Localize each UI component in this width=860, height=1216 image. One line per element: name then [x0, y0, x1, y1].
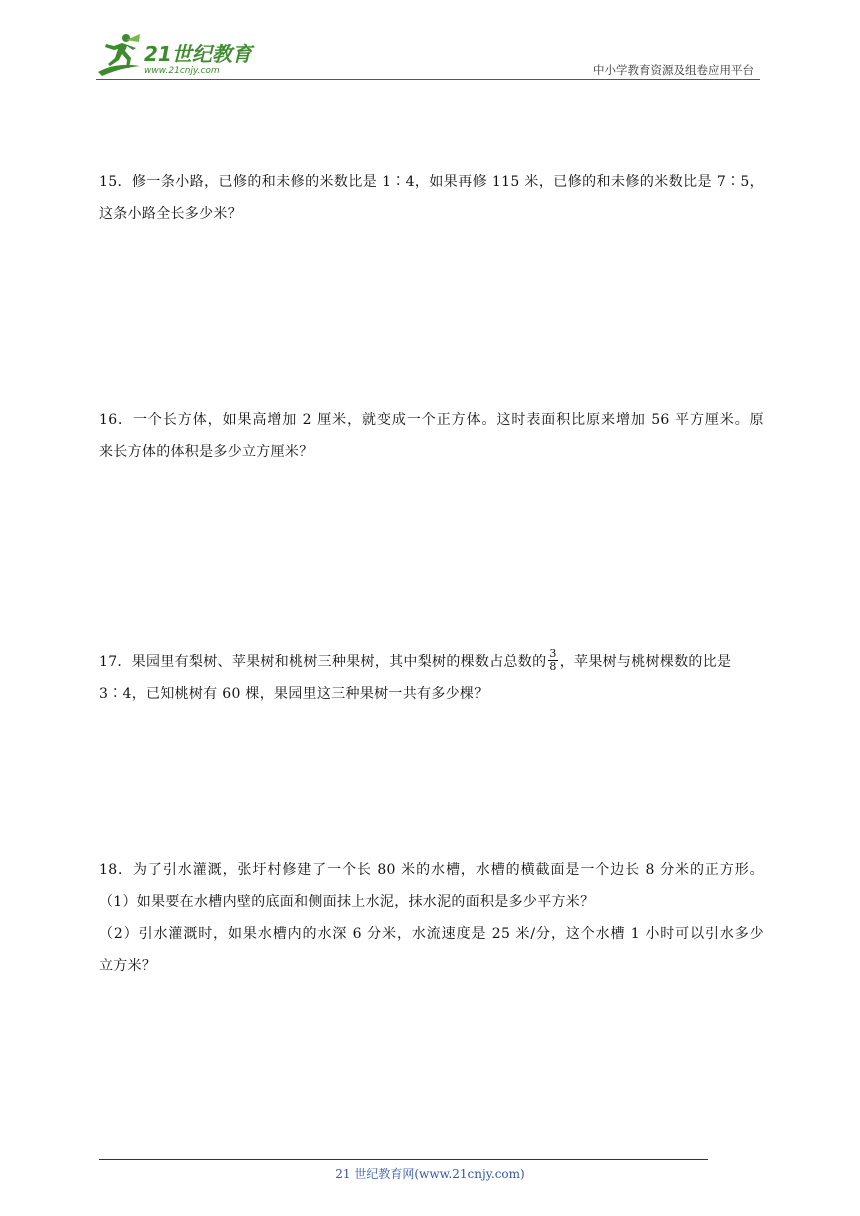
logo-text: [144, 43, 252, 76]
question-16-line-1: 16．一个长方体，如果高增加 2 厘米，就变成一个正方体。这时表面积比原来增加 56 平方厘米。原: [99, 412, 764, 428]
logo-url: www.21cnjy.com: [144, 66, 220, 76]
header-divider: [96, 79, 760, 80]
question-15: [99, 166, 764, 230]
question-15-line-1: 15．修一条小路，已修的和未修的米数比是 1∶4，如果再修 115 米，已修的和未修的米数比是 7∶5，: [99, 174, 764, 190]
runner-logo-icon: [96, 32, 142, 76]
question-16: [99, 404, 764, 468]
question-15-line-2: 这条小路全长多少米？: [99, 206, 242, 222]
question-17-text-b: ，苹果树与桃树棵数的比是: [559, 654, 732, 670]
question-18-sub-2-line-1: （2）引水灌溉时，如果水槽内的水深 6 分米，水流速度是 25 米/分，这个水槽 1 小时可以引水多少: [99, 926, 764, 942]
question-17: [99, 646, 764, 710]
fraction-numerator: 3: [549, 646, 557, 660]
logo-title: 21世纪教育: [144, 42, 252, 66]
footer-divider: [99, 1159, 708, 1160]
question-17-line-2: 3∶4，已知桃树有 60 棵，果园里这三种果树一共有多少棵？: [99, 686, 489, 702]
question-16-line-2: 来长方体的体积是多少立方厘米？: [99, 444, 314, 460]
question-18-line-1: 18．为了引水灌溉，张圩村修建了一个长 80 米的水槽，水槽的横截面是一个边长 8 分米的正方形。: [99, 862, 764, 878]
fraction-denominator: 8: [549, 659, 557, 673]
question-18: [99, 854, 764, 982]
fraction-three-eighths: [548, 648, 557, 673]
question-17-line-1: [99, 646, 764, 678]
question-17-text-a: 17．果园里有梨树、苹果树和桃树三种果树，其中梨树的棵数占总数的: [99, 654, 547, 670]
page-header: [96, 30, 760, 80]
footer-link[interactable]: 21 世纪教育网(www.21cnjy.com): [335, 1167, 525, 1181]
question-18-sub-2-line-2: 立方米？: [99, 958, 157, 974]
question-18-sub-1: （1）如果要在水槽内壁的底面和侧面抹上水泥，抹水泥的面积是多少平方米？: [99, 894, 595, 910]
site-logo: [96, 32, 252, 76]
platform-name: 中小学教育资源及组卷应用平台: [593, 63, 754, 77]
